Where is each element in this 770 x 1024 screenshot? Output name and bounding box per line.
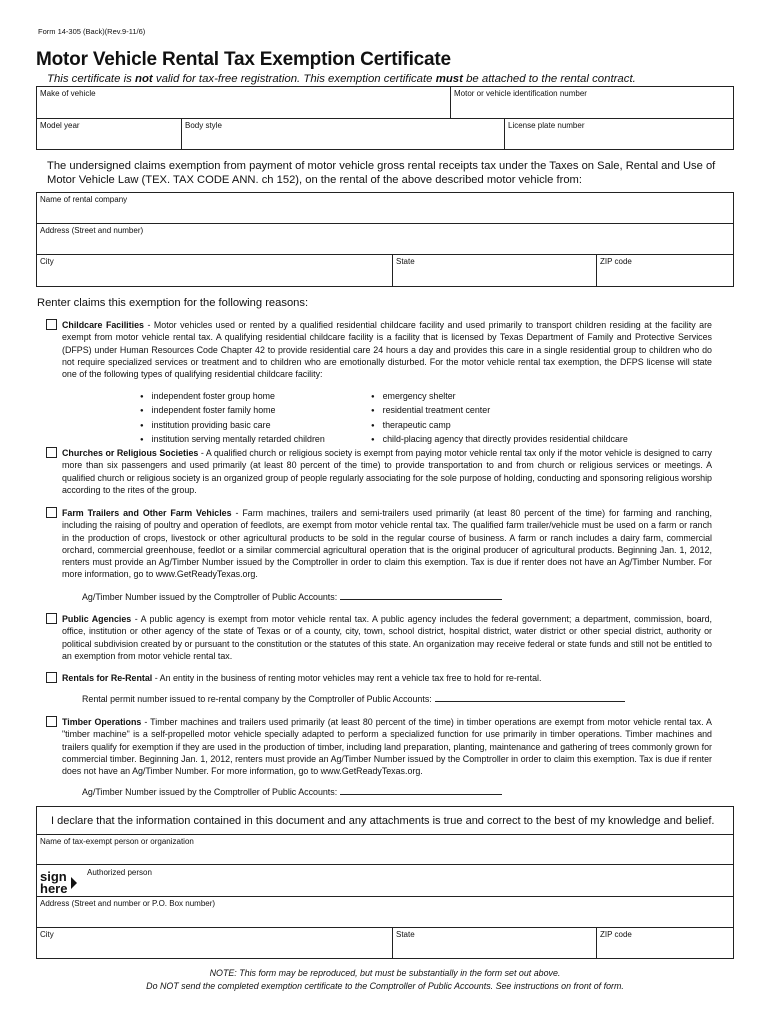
farm-text: Farm Trailers and Other Farm Vehicles - Farm machines, trailers and semi-trailers used primarily (at least 80 percent of the time) for farming and ranching, including the raising of poultry and operation of feedlots, are exempt from motor vehicle rental tax. The qualified farm trailer/vehicle must be used on a farm or ranch in the production of crops, livestock or other agricultural products to be sold in the regular course of business. A farm or ranch includes a dairy farm, commercial orchard, commercial greenhouse, feedlot or a similar commercial agricultural operation that is the original producer of agricultural products. Beginning Jan. 1, 2012, renters must provide an Ag/Timber Number issued by the Comptroller in order to claim this exemption. Tax is due if renter does not have an Ag/Timber Number. For more information, go to www.GetReadyTexas.org. [62,508,712,580]
rental-company-name-field[interactable]: Name of rental company [40,195,128,204]
rerental-checkbox[interactable] [46,672,57,683]
rental-city-field[interactable]: City [40,257,54,266]
footer-note-reproduce: NOTE: This form may be reproduced, but must be substantially in the form set out above. [209,968,561,978]
form-number: Form 14-305 (Back)(Rev.9-11/6) [38,27,146,36]
declaration-state-field[interactable]: State [396,930,415,939]
org-name-field[interactable]: Name of tax-exempt person or organization [40,837,194,846]
public-agencies-checkbox[interactable] [46,613,57,624]
timber-ag-timber-label: Ag/Timber Number issued by the Comptroller of Public Accounts: [82,787,338,797]
list-item: ● institution providing basic care [140,419,325,433]
model-year-field[interactable]: Model year [40,121,80,130]
list-item: ● independent foster group home [140,390,325,404]
timber-text: Timber Operations - Timber machines and trailers used primarily (at least 80 percent of the time) in timber operations are exempt from motor vehicle rental tax. A "timber machine" is a self-propelled motor vehicle specially adapted to perform a specialized function for use primarily in timber operations. Timber machines and trailers qualify for exemption if they are used in the production of timber, including land preparation, planting, maintenance and gathering of trees commonly grown for commercial timber. Beginning Jan. 1, 2012, renters must provide an Ag/Timber Number issued by the Comptroller in order to claim this exemption. Tax is due if renter does not have an Ag/Timber Number. For more information, go to www.GetReadyTexas.org. [62,717,712,777]
childcare-text: Childcare Facilities - Motor vehicles used or rented by a qualified residential childcare facility and used primarily to transport children residing at the facility are exempt from motor vehicle rental tax. A qualifying residential childcare facility is a facility that is licensed by Texas Department of Family and Protective Services (DFPS) under Human Resources Code Chapter 42 to provide residential care 24 hours a day and provides this care in a single residential group to children who do not require specialized services or treatment and to children who are emotionally disturbed. For the motor vehicle rental tax exemption, the DFPS license will state one of the following types of qualifying residential childcare facility: [62,320,712,380]
churches-checkbox[interactable] [46,447,57,458]
page-title: Motor Vehicle Rental Tax Exemption Certificate [36,49,451,70]
childcare-types-left [140,390,325,447]
list-item: ● independent foster family home [140,404,325,418]
list-item: ● child-placing agency that directly provides residential childcare [371,433,628,447]
list-item: ● institution serving mentally retarded children [140,433,325,447]
body-style-field[interactable]: Body style [185,121,222,130]
list-item: ● residential treatment center [371,404,628,418]
declaration-statement: I declare that the information contained in this document and any attachments is true and correct to the best of my knowledge and belief. [51,815,715,827]
farm-ag-timber-input[interactable] [340,591,502,600]
reasons-heading: Renter claims this exemption for the following reasons: [37,297,309,309]
public-agencies-text: Public Agencies - A public agency is exempt from motor vehicle rental tax. A public agency includes the federal government; a department, commission, board, office, institution or other agency of the state of Texas or of a county, city, town, school district, hospital district, water district or other special district, authority or political subdivision created by or pursuant to the constitution or the statutes of this state. An organization may receive federal or state funds and still not be entitled to an exemption from motor vehicle rental tax. [62,614,713,661]
claim-statement: The undersigned claims exemption from payment of motor vehicle gross rental receipts tax under the Taxes on Sale, Rental and Use of Motor Vehicle Law (TEX. TAX CODE ANN. ch 152), on the rental of the above described motor vehicle from: [47,160,716,186]
rerental-permit-label: Rental permit number issued to re-rental company by the Comptroller of Public Accounts: [82,694,432,704]
farm-ag-timber-label: Ag/Timber Number issued by the Comptroller of Public Accounts: [82,592,338,602]
list-item: ● emergency shelter [371,390,628,404]
sign-arrow-icon [71,877,77,889]
rerental-permit-input[interactable] [435,693,625,702]
timber-ag-timber-line[interactable] [82,786,502,797]
rental-zip-field[interactable]: ZIP code [600,257,632,266]
footer-note-do-not-send: Do NOT send the completed exemption certificate to the Comptroller of Public Accounts. See instructions on front of form. [146,981,624,991]
rerental-text: Rentals for Re-Rental - An entity in the business of renting motor vehicles may rent a vehicle tax free to hold for re-rental. [62,673,542,683]
license-plate-field[interactable]: License plate number [508,121,585,130]
declaration-address-label: Address (Street and number or P.O. Box number) [40,899,216,908]
subtitle: This certificate is not valid for tax-free registration. This exemption certificate must be attached to the rental contract. [47,73,636,85]
declaration-zip-field[interactable]: ZIP code [600,930,632,939]
sign-here-marker: sign here [40,869,68,896]
list-item: ● therapeutic camp [371,419,628,433]
churches-text: Churches or Religious Societies - A qualified church or religious society is exempt from paying motor vehicle rental tax only if the motor vehicle is designed to carry more than six passengers and used primarily (at least 80 percent of the time) to provide transportation to and from church or religious services or meetings. A qualified church or religious society is an organized group of people regularly associating for the sole purpose of holding, conducting and sponsoring religious worship according to the rites of the group. [62,448,712,495]
make-of-vehicle-field[interactable]: Make of vehicle [40,89,96,98]
childcare-checkbox[interactable] [46,319,57,330]
childcare-types-right [371,390,628,447]
rental-company-address-field[interactable] [37,224,733,254]
timber-checkbox[interactable] [46,716,57,727]
rental-state-field[interactable]: State [396,257,415,266]
declaration-city-field[interactable]: City [40,930,54,939]
vin-field[interactable]: Motor or vehicle identification number [454,89,587,98]
declaration-address-field[interactable] [37,897,733,927]
rerental-permit-line[interactable] [82,693,625,704]
farm-ag-timber-line[interactable] [82,591,502,602]
timber-ag-timber-input[interactable] [340,786,502,795]
farm-checkbox[interactable] [46,507,57,518]
rental-address-label: Address (Street and number) [40,226,144,235]
authorized-person-field[interactable]: Authorized person [87,868,152,877]
